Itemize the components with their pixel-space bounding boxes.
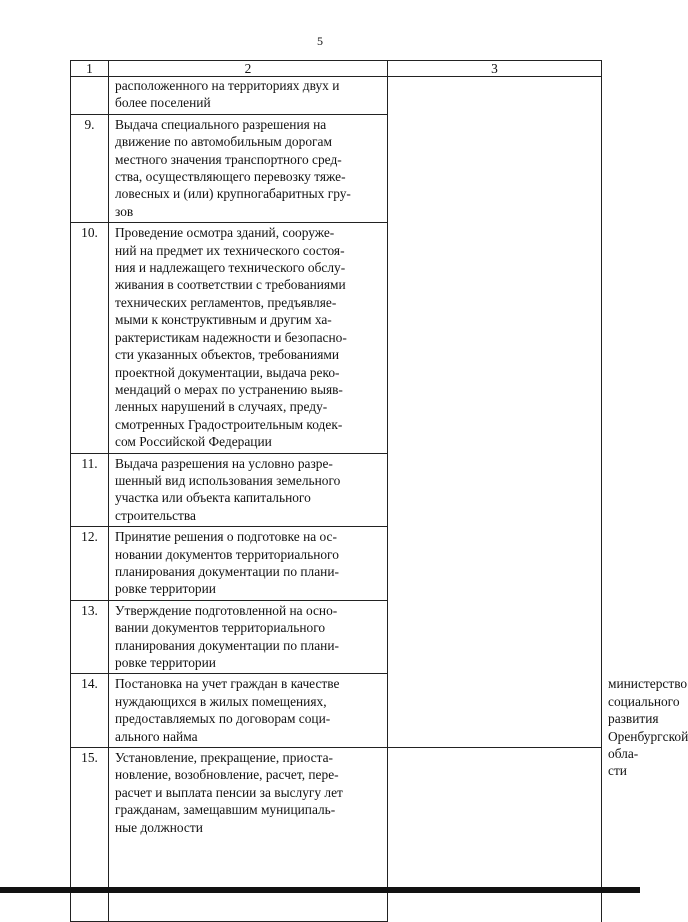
row-number: 12. xyxy=(71,527,109,601)
row-description: Проведение осмотра зданий, сооруже- ний на предмет их технического состоя- ния и надлежащего технического обслу- живания в соответствии с требованиями технических регламентов, предъявляе- мыми к конструктивным и другим ха- рактеристикам надежности и безопасно- сти указанных объектов, требованиями проектной документации, выдача реко- мендаций о мерах по устранению выяв- ленных нарушений в случаях, преду- смотренных Градостроительным кодек- сом Российской Федерации xyxy=(109,223,388,453)
row-number: 11. xyxy=(71,453,109,527)
row-description: Выдача специального разрешения на движение по автомобильным дорогам местного значения транспортного сред- ства, осуществляющего перевозку тяже- ловесных и (или) крупногабаритных гру- зов xyxy=(109,114,388,222)
row-description: Принятие решения о подготовке на ос- новании документов территориального планирования документации по плани- ровке территории xyxy=(109,527,388,601)
row-description: Постановка на учет граждан в качестве нуждающихся в жилых помещениях, предоставляемых по договорам соци- ального найма xyxy=(109,674,388,748)
row-description: Утверждение подготовленной на осно- вании документов территориального планирования документации по плани- ровке территории xyxy=(109,600,388,674)
header-col-3: 3 xyxy=(388,61,602,77)
row-number: 10. xyxy=(71,223,109,453)
row-number xyxy=(71,77,109,115)
row-number: 9. xyxy=(71,114,109,222)
responsible-body-blank xyxy=(388,77,602,748)
row-number: 14. xyxy=(71,674,109,748)
table-row xyxy=(71,77,602,115)
header-col-1: 1 xyxy=(71,61,109,77)
row-description: Установление, прекращение, приоста- новление, возобновление, расчет, пере- расчет и выплата пенсии за выслугу лет гражданам, замещавшим муниципаль- ные должности xyxy=(109,748,388,922)
table-row: 14. Постановка на учет граждан в качестве нуждающихся в жилых помещениях, предоставляемых по договорам соци- ального найма министерство социального развития Оренбургской обла- сти xyxy=(71,674,602,748)
services-table xyxy=(70,60,688,922)
row-number: 13. xyxy=(71,600,109,674)
bottom-scan-border xyxy=(0,887,640,893)
table-row xyxy=(71,748,602,922)
page-number: 5 xyxy=(317,34,323,48)
header-col-2: 2 xyxy=(109,61,388,77)
row-description: Выдача разрешения на условно разре- шенный вид использования земельного участка или объекта капитального строительства xyxy=(109,453,388,527)
table-header-row xyxy=(71,61,602,77)
row-number: 15. xyxy=(71,748,109,922)
row-description: расположенного на территориях двух и более поселений xyxy=(109,77,388,115)
